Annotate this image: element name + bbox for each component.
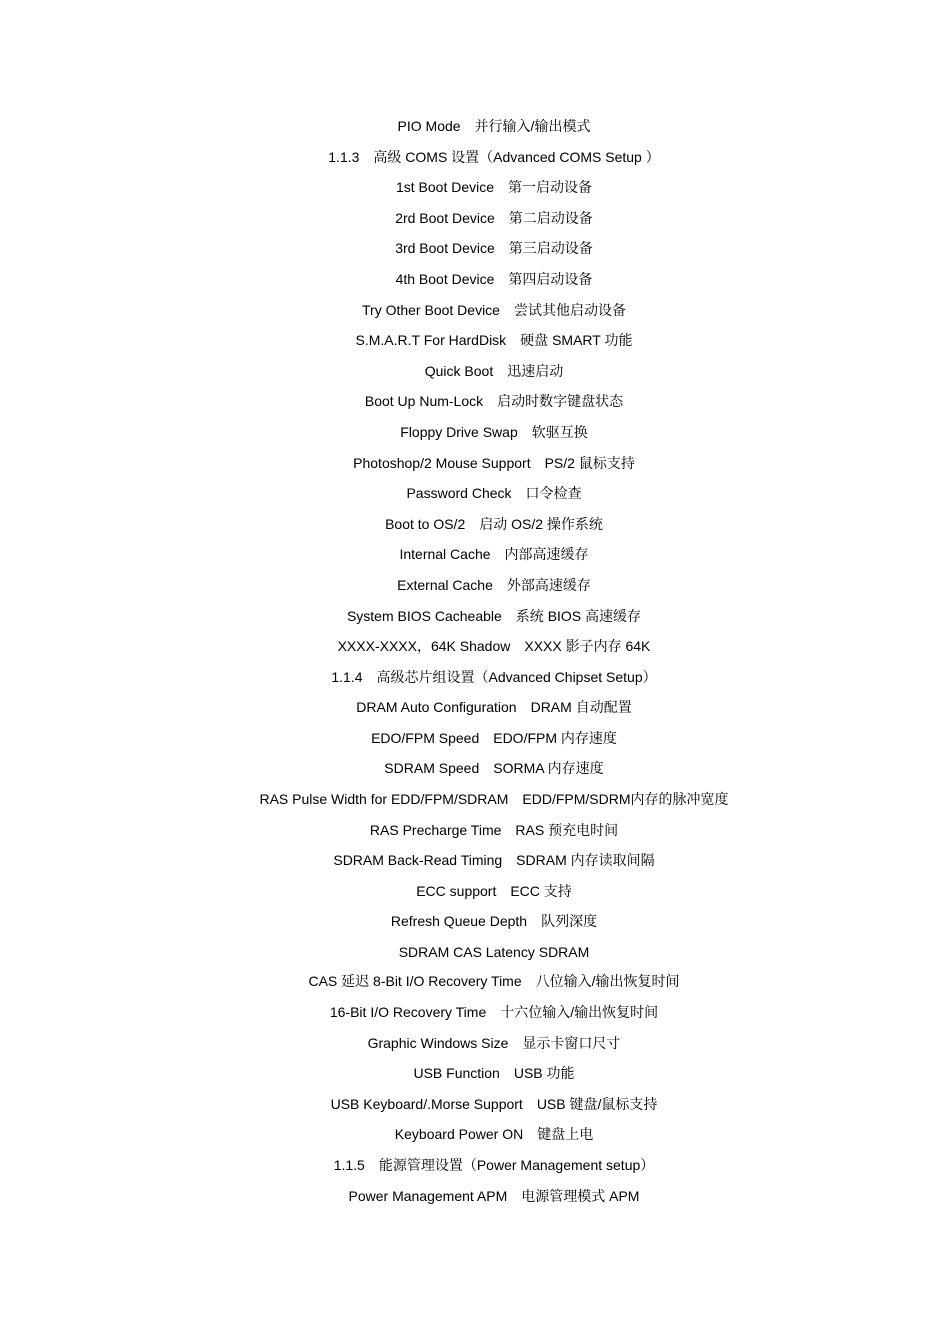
line-boot-to-os2: Boot to OS/2 启动 OS/2 操作系统: [385, 515, 603, 532]
line-internal-cache: Internal Cache 内部高速缓存: [399, 546, 589, 563]
line-floppy-drive-swap: Floppy Drive Swap 软驱互换: [400, 423, 588, 440]
line-sdram-cas-latency: SDRAM CAS Latency SDRAM: [398, 944, 590, 961]
line-ras-precharge-time: RAS Precharge Time RAS 预充电时间: [369, 821, 619, 838]
line-dram-auto-configuration: DRAM Auto Configuration DRAM 自动配置: [356, 699, 632, 716]
line-refresh-queue-depth: Refresh Queue Depth 队列深度: [390, 913, 598, 930]
line-external-cache: External Cache 外部高速缓存: [397, 576, 591, 593]
line-ecc-support: ECC support ECC 支持: [416, 882, 572, 899]
line-usb-function: USB Function USB 功能: [413, 1065, 575, 1082]
bios-term-list: [0, 116, 950, 1216]
line-quick-boot: Quick Boot 迅速启动: [424, 362, 564, 379]
line-boot-up-num-lock: Boot Up Num-Lock 启动时数字键盘状态: [364, 393, 624, 410]
line-keyboard-power-on: Keyboard Power ON 键盘上电: [394, 1126, 594, 1143]
line-ras-pulse-width: RAS Pulse Width for EDD/FPM/SDRAM EDD/FPM/SDRM内存的脉冲宽度: [259, 791, 729, 808]
line-password-check: Password Check 口令检查: [406, 485, 582, 502]
section-heading-1-1-3: 1.1.3 高级 COMS 设置（Advanced COMS Setup ）: [328, 148, 660, 165]
line-power-management-apm: Power Management APM 电源管理模式 APM: [348, 1187, 640, 1204]
line-sdram-speed: SDRAM Speed SORMA 内存速度: [384, 760, 604, 777]
section-heading-1-1-5: 1.1.5 能源管理设置（Power Management setup）: [333, 1156, 655, 1173]
line-pio-mode: PIO Mode 并行输入/输出模式: [397, 118, 591, 134]
line-try-other-boot-device: Try Other Boot Device 尝试其他启动设备: [362, 301, 626, 318]
line-1st-boot-device: 1st Boot Device 第一启动设备: [395, 179, 593, 196]
line-16bit-io-recovery-time: 16-Bit I/O Recovery Time 十六位输入/输出恢复时间: [329, 1004, 659, 1021]
line-64k-shadow: XXXX-XXXX，64K Shadow XXXX 影子内存 64K: [337, 638, 651, 655]
section-heading-1-1-4: 1.1.4 高级芯片组设置（Advanced Chipset Setup）: [331, 668, 657, 685]
line-smart-harddisk: S.M.A.R.T For HardDisk 硬盘 SMART 功能: [355, 332, 633, 349]
line-usb-keyboard-mouse-support: USB Keyboard/.Morse Support USB 键盘/鼠标支持: [330, 1095, 658, 1112]
line-sdram-back-read-timing: SDRAM Back-Read Timing SDRAM 内存读取间隔: [333, 852, 655, 869]
line-8bit-io-recovery-time: CAS 延迟 8-Bit I/O Recovery Time 八位输入/输出恢复时间: [308, 973, 680, 990]
line-system-bios-cacheable: System BIOS Cacheable 系统 BIOS 高速缓存: [346, 607, 642, 624]
line-ps2-mouse-support: Photoshop/2 Mouse Support PS/2 鼠标支持: [353, 454, 635, 471]
line-4th-boot-device: 4th Boot Device 第四启动设备: [395, 270, 593, 287]
line-graphic-windows-size: Graphic Windows Size 显示卡窗口尺寸: [367, 1034, 621, 1051]
line-3rd-boot-device: 3rd Boot Device 第三启动设备: [395, 240, 593, 257]
line-2rd-boot-device: 2rd Boot Device 第二启动设备: [395, 209, 593, 226]
line-edo-fpm-speed: EDO/FPM Speed EDO/FPM 内存速度: [371, 729, 617, 746]
